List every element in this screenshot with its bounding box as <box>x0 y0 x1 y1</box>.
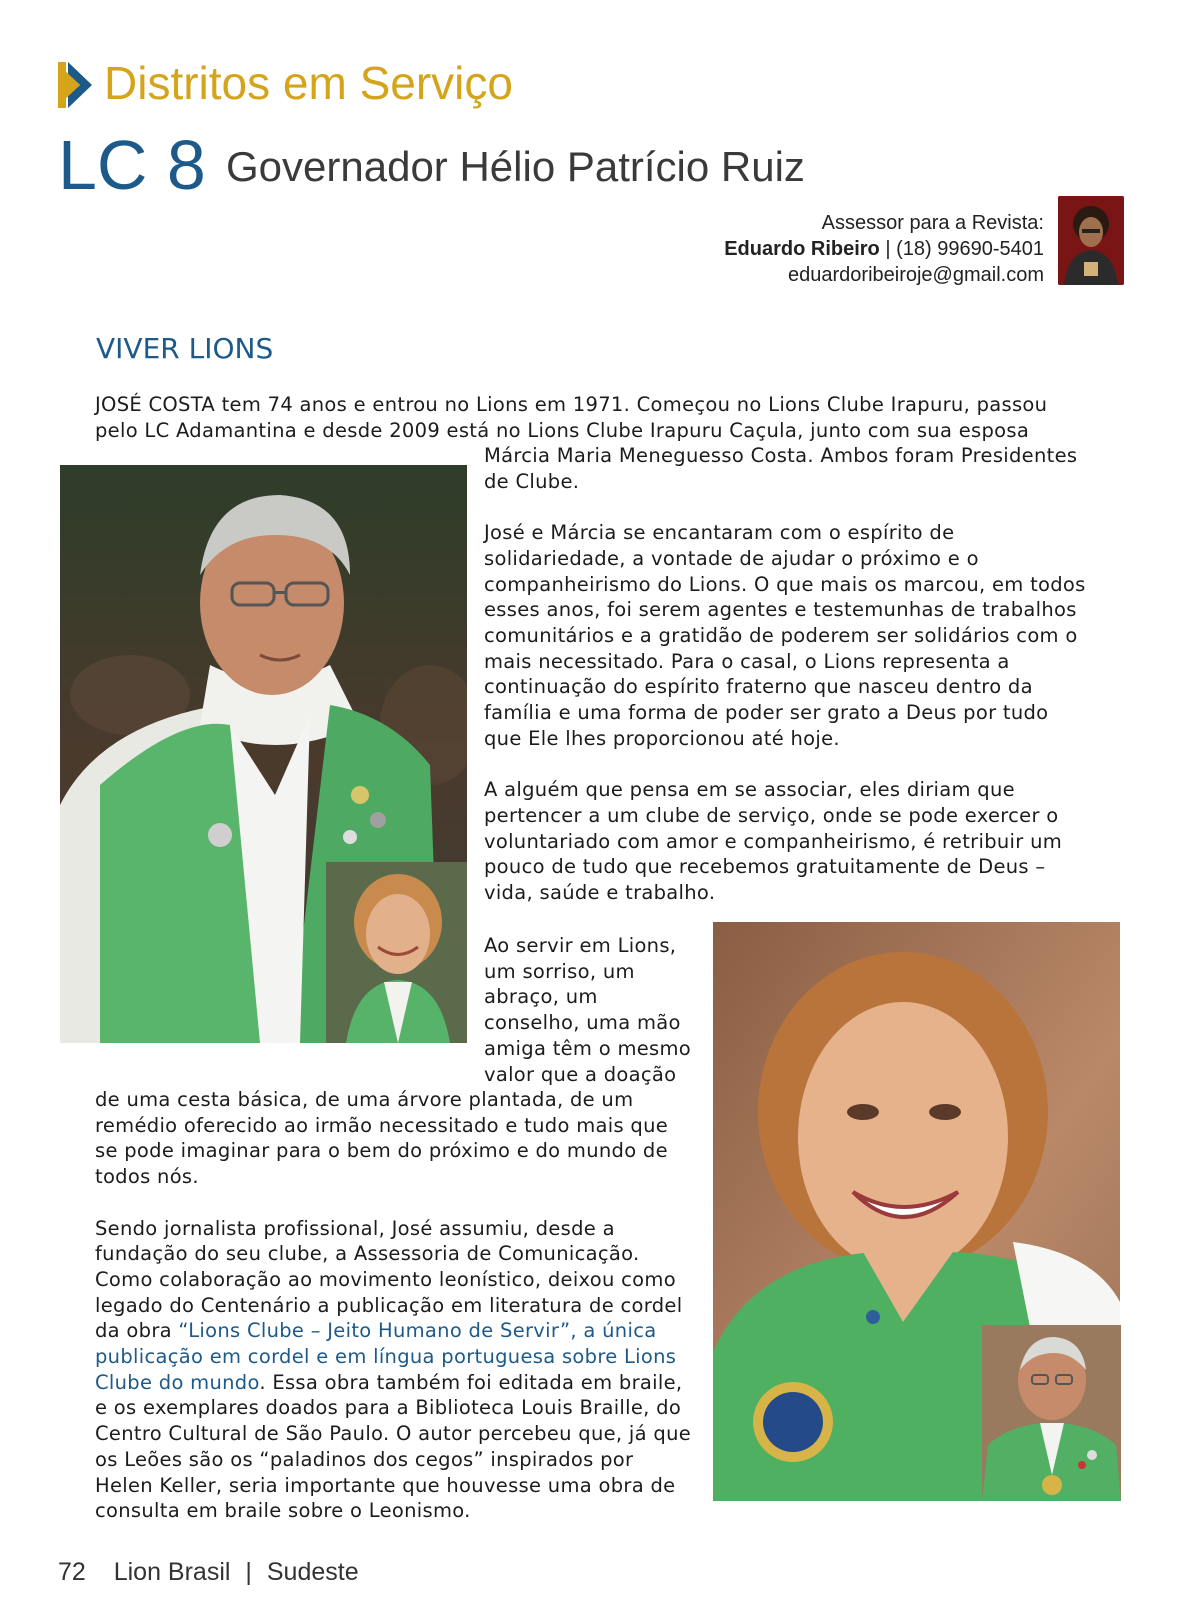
magazine-name: Lion Brasil <box>113 1558 231 1586</box>
intro-line-1: JOSÉ COSTA tem 74 anos e entrou no Lions em 1971. Começou no Lions Clube Irapuru, passou <box>95 393 1048 416</box>
section-title: Distritos em Serviço <box>104 57 513 109</box>
advisor-photo <box>1058 196 1124 285</box>
paragraph-spirit: José e Márcia se encantaram com o espírito de solidariedade, a vontade de ajudar o próximo e o companheirismo do Lions. O que mais os marcou, em todos esses anos, foi serem agentes e testemunhas de trabalhos comunitários e a gratidão de poderem ser solidários com o mais necessitado. Para o casal, o Lions representa a continuação do espírito fraterno que nasceu dentro da família e uma forma de poder ser grato a Deus por tudo que Ele lhes proporcionou até hoje. <box>484 521 1086 750</box>
district-code: LC 8 <box>58 126 206 204</box>
article-right-column <box>484 443 1090 931</box>
paragraph-advice: A alguém que pensa em se associar, eles diriam que pertencer a um clube de serviço, onde se pode exercer o voluntariado com amor e companheirismo, é retribuir um pouco de tudo que recebemos gratuitamente de Deus – vida, saúde e trabalho. <box>484 778 1063 904</box>
paragraph-serve-start: Ao servir em Lions, um sorriso, um abraço, um conselho, uma mão amiga têm o mesmo valor que a doação <box>484 934 692 1086</box>
page-footer <box>58 1558 359 1587</box>
governor-name: Governador Hélio Patrício Ruiz <box>226 143 805 190</box>
assessor-label: Assessor para a Revista: <box>821 212 1044 234</box>
assessor-email: eduardoribeiroje@gmail.com <box>788 264 1044 286</box>
assessor-block <box>524 210 1044 288</box>
assessor-name: Eduardo Ribeiro <box>724 238 880 260</box>
photo-marcia-small <box>326 862 467 1043</box>
article-intro <box>95 392 1085 443</box>
page-number: 72 <box>58 1558 86 1586</box>
photo-jose-small <box>982 1325 1121 1501</box>
cordel-publication-link: “Lions Clube – Jeito Humano de Servir”, a única publicação em cordel e em língua portuguesa sobre Lions Clube do mundo <box>95 1319 677 1394</box>
chevron-right-icon <box>58 62 98 108</box>
footer-region: Sudeste <box>266 1558 359 1586</box>
assessor-contact <box>524 236 1044 262</box>
intro-line-2: pelo LC Adamantina e desde 2009 está no Lions Clube Irapuru Caçula, junto com sua esposa <box>95 418 1030 442</box>
journalist-text-start: Sendo jornalista profissional, José assumiu, desde a fundação do seu clube, a Assessoria de Comunicação. Como colaboração ao movimento leonístico, deixou como legado do Centenário a publicação em literatura de cordel da obra <box>95 1216 683 1343</box>
assessor-separator: | <box>885 238 891 260</box>
intro-continued: Márcia Maria Meneguesso Costa. Ambos foram Presidentes de Clube. <box>484 444 1078 493</box>
paragraph-serve-end: de uma cesta básica, de uma árvore plantada, de um remédio oferecido ao irmão necessitado e tudo mais que se pode imaginar para o bem do próximo e do mundo de todos nós. <box>95 1088 669 1189</box>
assessor-phone: (18) 99690-5401 <box>896 238 1044 260</box>
paragraph-journalist <box>95 1216 695 1524</box>
article-left-column <box>95 1087 695 1550</box>
footer-separator: | <box>245 1558 252 1586</box>
article-heading: VIVER LIONS <box>96 332 274 365</box>
journalist-text-end: . Essa obra também foi editada em braile, e os exemplares doados para a Biblioteca Louis Braille, do Centro Cultural de São Paulo. O autor percebeu que, já que os Leões são os “paladinos dos cegos” inspirados por Helen Keller, seria importante que houvesse uma obra de consulta em braile sobre o Leonismo. <box>95 1370 692 1523</box>
